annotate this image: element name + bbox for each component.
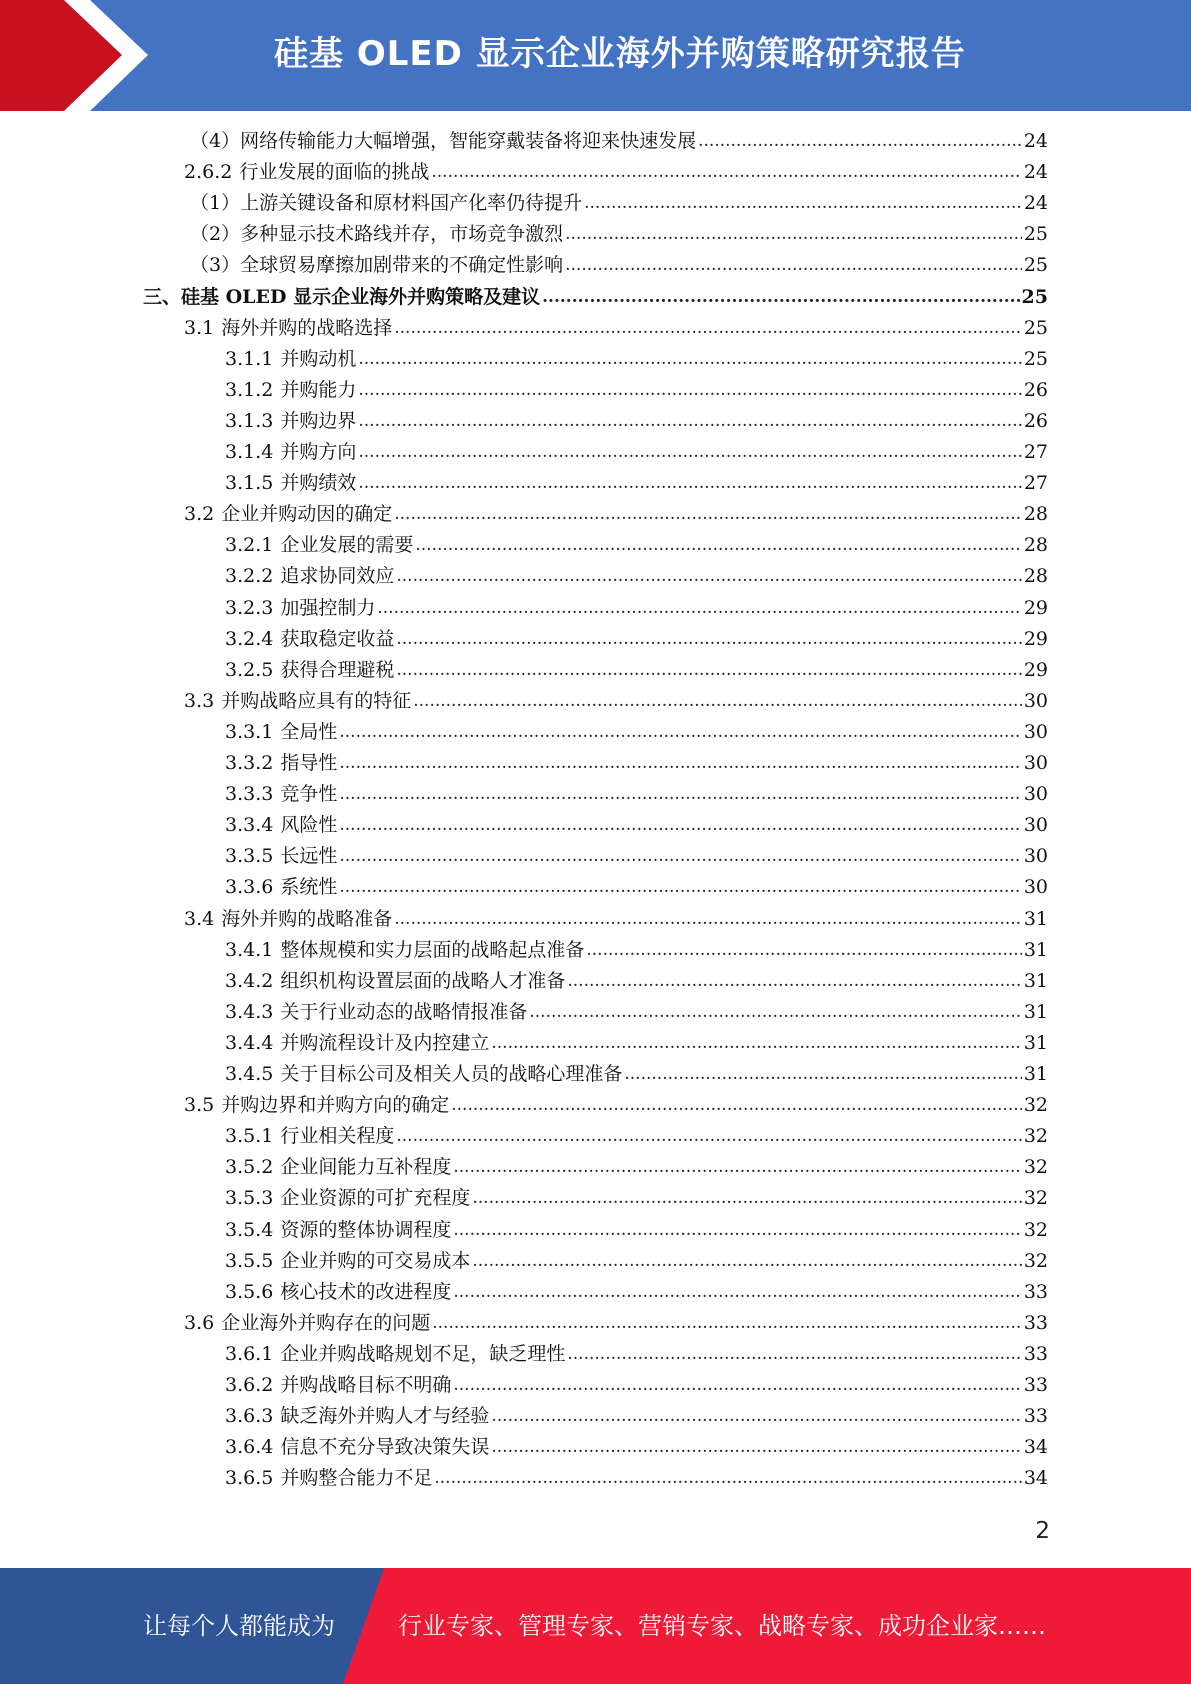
toc-entry[interactable] — [184, 904, 1048, 935]
toc-entry-page: 27 — [1023, 441, 1048, 463]
toc-dot-leader — [491, 1432, 1021, 1463]
toc-entry-page: 31 — [1023, 1063, 1048, 1085]
toc-dot-leader — [432, 1308, 1022, 1339]
toc-dot-leader — [586, 935, 1021, 966]
toc-entry-page: 24 — [1023, 161, 1048, 183]
toc-entry[interactable] — [225, 779, 1048, 810]
toc-entry-number: （2） — [190, 223, 241, 245]
toc-entry-page: 30 — [1023, 845, 1048, 867]
toc-entry-page: 27 — [1023, 472, 1048, 494]
toc-entry-number: 3.3.2 — [225, 752, 274, 774]
toc-dot-leader — [453, 1152, 1021, 1183]
toc-entry-title: 硅基 OLED 显示企业海外并购策略及建议 — [181, 286, 541, 308]
toc-entry-page: 30 — [1023, 814, 1048, 836]
toc-entry-title: 行业相关程度 — [280, 1125, 395, 1147]
toc-entry[interactable] — [225, 872, 1048, 903]
toc-entry[interactable] — [225, 561, 1048, 592]
toc-entry[interactable] — [190, 126, 1048, 157]
toc-entry-title: 并购战略应具有的特征 — [221, 690, 412, 712]
toc-entry-title: 行业发展的面临的挑战 — [239, 161, 430, 183]
page-number: 2 — [1035, 1518, 1050, 1544]
footer-slogan-right: 行业专家、管理专家、营销专家、战略专家、成功企业家…… — [398, 1612, 1046, 1640]
toc-entry-number: 3.4 — [184, 908, 215, 930]
toc-entry-title: 获取稳定收益 — [280, 628, 395, 650]
toc-entry-number: 3.3.3 — [225, 783, 274, 805]
toc-entry[interactable] — [225, 1028, 1048, 1059]
toc-entry-page: 32 — [1023, 1156, 1048, 1178]
toc-entry[interactable] — [190, 219, 1048, 250]
toc-entry[interactable] — [225, 841, 1048, 872]
toc-entry-number: 3.5.1 — [225, 1125, 274, 1147]
toc-entry[interactable] — [225, 1277, 1048, 1308]
toc-entry-title: 系统性 — [280, 876, 338, 898]
toc-entry-number: 3.4.4 — [225, 1032, 274, 1054]
toc-entry-title: 整体规模和实力层面的战略起点准备 — [280, 939, 585, 961]
toc-entry[interactable] — [225, 468, 1048, 499]
toc-entry[interactable] — [225, 1432, 1048, 1463]
toc-dot-leader — [339, 779, 1021, 810]
toc-entry-number: 3.1.1 — [225, 348, 274, 370]
toc-dot-leader — [394, 313, 1022, 344]
toc-entry-title: 并购边界 — [280, 410, 357, 432]
toc-entry-title: 资源的整体协调程度 — [280, 1219, 452, 1241]
toc-entry-number: 3.1.3 — [225, 410, 274, 432]
toc-entry-title: 企业发展的需要 — [280, 534, 414, 556]
toc-entry-title: 企业并购动因的确定 — [221, 503, 393, 525]
toc-entry[interactable] — [225, 1059, 1048, 1090]
toc-dot-leader — [358, 468, 1021, 499]
toc-entry-page: 32 — [1023, 1125, 1048, 1147]
toc-dot-leader — [358, 375, 1021, 406]
toc-entry-page: 32 — [1023, 1250, 1048, 1272]
toc-dot-leader — [339, 841, 1021, 872]
toc-entry[interactable] — [225, 624, 1048, 655]
toc-entry-title: 并购整合能力不足 — [280, 1467, 433, 1489]
toc-entry-title: 上游关键设备和原材料国产化率仍待提升 — [240, 192, 583, 214]
toc-dot-leader — [567, 966, 1021, 997]
toc-dot-leader — [542, 282, 1019, 313]
toc-entry-page: 33 — [1023, 1281, 1048, 1303]
toc-dot-leader — [396, 655, 1021, 686]
toc-entry-title: 并购边界和并购方向的确定 — [221, 1094, 450, 1116]
toc-entry-page: 24 — [1023, 130, 1048, 152]
toc-entry-title: 组织机构设置层面的战略人才准备 — [280, 970, 566, 992]
toc-entry[interactable] — [225, 1370, 1048, 1401]
toc-entry[interactable] — [225, 655, 1048, 686]
toc-entry[interactable] — [225, 1401, 1048, 1432]
toc-entry-number: （1） — [190, 192, 241, 214]
toc-entry-page: 28 — [1023, 534, 1048, 556]
toc-entry-number: 3.3 — [184, 690, 215, 712]
toc-entry-title: 关于目标公司及相关人员的战略心理准备 — [280, 1063, 623, 1085]
toc-entry-title: 竞争性 — [280, 783, 338, 805]
toc-dot-leader — [431, 157, 1021, 188]
toc-entry-title: 追求协同效应 — [280, 565, 395, 587]
toc-dot-leader — [358, 406, 1021, 437]
toc-entry-page: 32 — [1023, 1187, 1048, 1209]
toc-entry-title: 关于行业动态的战略情报准备 — [280, 1001, 528, 1023]
toc-entry-title: 全局性 — [280, 721, 338, 743]
page-footer — [0, 1568, 1191, 1684]
toc-entry-title: 长远性 — [280, 845, 338, 867]
toc-dot-leader — [453, 1370, 1021, 1401]
toc-dot-leader — [565, 250, 1022, 281]
toc-entry-page: 26 — [1023, 379, 1048, 401]
toc-entry-page: 28 — [1023, 565, 1048, 587]
toc-dot-leader — [339, 717, 1021, 748]
toc-entry-page: 29 — [1023, 659, 1048, 681]
toc-entry-number: 3.6.3 — [225, 1405, 274, 1427]
toc-entry[interactable] — [184, 499, 1048, 530]
toc-dot-leader — [491, 1401, 1021, 1432]
toc-entry-page: 25 — [1023, 317, 1048, 339]
toc-entry[interactable] — [225, 717, 1048, 748]
toc-entry[interactable] — [225, 344, 1048, 375]
toc-entry-title: 全球贸易摩擦加剧带来的不确定性影响 — [240, 254, 564, 276]
toc-entry-title: 网络传输能力大幅增强，智能穿戴装备将迎来快速发展 — [240, 130, 697, 152]
toc-entry-title: 加强控制力 — [280, 597, 376, 619]
header-arrow-decoration — [0, 0, 160, 111]
toc-entry[interactable] — [225, 966, 1048, 997]
toc-entry-page: 31 — [1023, 939, 1048, 961]
toc-entry-number: 三、 — [143, 286, 182, 308]
toc-entry-number: 3.3.1 — [225, 721, 274, 743]
toc-entry-number: 3.1.2 — [225, 379, 274, 401]
toc-entry[interactable] — [184, 313, 1048, 344]
toc-dot-leader — [358, 437, 1021, 468]
toc-dot-leader — [396, 1121, 1021, 1152]
toc-entry-page: 30 — [1023, 721, 1048, 743]
toc-entry[interactable] — [225, 1183, 1048, 1214]
toc-entry-page: 30 — [1023, 690, 1048, 712]
toc-entry-number: 3.4.1 — [225, 939, 274, 961]
toc-entry-title: 多种显示技术路线并存，市场竞争激烈 — [240, 223, 564, 245]
toc-entry-page: 31 — [1023, 1032, 1048, 1054]
toc-entry-title: 风险性 — [280, 814, 338, 836]
toc-dot-leader — [377, 593, 1021, 624]
toc-entry-number: 3.6.1 — [225, 1343, 274, 1365]
toc-entry[interactable] — [225, 935, 1048, 966]
footer-slogan-left: 让每个人都能成为 — [143, 1612, 335, 1640]
toc-entry-number: 3.2.1 — [225, 534, 274, 556]
toc-entry-number: 3.5.5 — [225, 1250, 274, 1272]
toc-entry[interactable] — [225, 530, 1048, 561]
toc-entry-title: 并购能力 — [280, 379, 357, 401]
toc-entry-page: 31 — [1023, 1001, 1048, 1023]
toc-entry-page: 31 — [1023, 908, 1048, 930]
toc-entry[interactable] — [184, 1090, 1048, 1121]
toc-entry-title: 信息不充分导致决策失误 — [280, 1436, 490, 1458]
toc-entry[interactable] — [225, 406, 1048, 437]
toc-entry-page: 34 — [1023, 1436, 1048, 1458]
toc-entry-number: 3.6.4 — [225, 1436, 274, 1458]
toc-dot-leader — [584, 188, 1022, 219]
toc-entry[interactable] — [225, 810, 1048, 841]
toc-entry[interactable] — [225, 748, 1048, 779]
toc-entry-title: 并购战略目标不明确 — [280, 1374, 452, 1396]
toc-entry-number: 3.5.3 — [225, 1187, 274, 1209]
toc-entry-page: 28 — [1023, 503, 1048, 525]
toc-entry-page: 25 — [1023, 254, 1048, 276]
toc-entry-page: 30 — [1023, 876, 1048, 898]
toc-entry-page: 29 — [1023, 597, 1048, 619]
toc-entry-number: （4） — [190, 130, 241, 152]
toc-entry-page: 26 — [1023, 410, 1048, 432]
toc-dot-leader — [339, 810, 1021, 841]
toc-entry-title: 企业资源的可扩充程度 — [280, 1187, 471, 1209]
toc-entry[interactable] — [225, 1246, 1048, 1277]
toc-entry-title: 缺乏海外并购人才与经验 — [280, 1405, 490, 1427]
toc-entry-number: （3） — [190, 254, 241, 276]
toc-entry-number: 3.3.5 — [225, 845, 274, 867]
toc-dot-leader — [491, 1028, 1021, 1059]
toc-entry-title: 企业并购战略规划不足，缺乏理性 — [280, 1343, 566, 1365]
toc-dot-leader — [565, 219, 1022, 250]
toc-dot-leader — [698, 126, 1022, 157]
page-header — [0, 0, 1191, 111]
toc-entry[interactable] — [225, 1339, 1048, 1370]
toc-entry-title: 并购动机 — [280, 348, 357, 370]
toc-dot-leader — [339, 748, 1021, 779]
toc-dot-leader — [453, 1215, 1021, 1246]
toc-dot-leader — [413, 686, 1022, 717]
toc-dot-leader — [339, 872, 1021, 903]
toc-entry-title: 并购绩效 — [280, 472, 357, 494]
toc-entry-number: 3.2 — [184, 503, 215, 525]
toc-entry-page: 32 — [1023, 1219, 1048, 1241]
toc-entry-page: 33 — [1023, 1405, 1048, 1427]
toc-entry-page: 30 — [1023, 783, 1048, 805]
toc-dot-leader — [396, 561, 1021, 592]
toc-entry-title: 指导性 — [280, 752, 338, 774]
toc-entry[interactable] — [190, 188, 1048, 219]
toc-entry-title: 海外并购的战略选择 — [221, 317, 393, 339]
toc-entry-number: 3.4.2 — [225, 970, 274, 992]
toc-dot-leader — [394, 904, 1022, 935]
toc-entry-number: 3.5.2 — [225, 1156, 274, 1178]
toc-entry-title: 并购流程设计及内控建立 — [280, 1032, 490, 1054]
toc-dot-leader — [396, 624, 1021, 655]
toc-dot-leader — [472, 1183, 1021, 1214]
toc-dot-leader — [453, 1277, 1021, 1308]
toc-entry-number: 3.2.3 — [225, 597, 274, 619]
toc-entry[interactable] — [225, 375, 1048, 406]
toc-entry-number: 3.2.5 — [225, 659, 274, 681]
toc-entry[interactable] — [225, 1215, 1048, 1246]
toc-entry-page: 33 — [1023, 1312, 1048, 1334]
toc-dot-leader — [567, 1339, 1021, 1370]
toc-entry-title: 企业海外并购存在的问题 — [221, 1312, 431, 1334]
toc-entry-title: 企业并购的可交易成本 — [280, 1250, 471, 1272]
toc-dot-leader — [529, 997, 1021, 1028]
toc-entry-number: 3.2.2 — [225, 565, 274, 587]
toc-entry[interactable] — [225, 1121, 1048, 1152]
toc-dot-leader — [624, 1059, 1021, 1090]
toc-entry-number: 3.5 — [184, 1094, 215, 1116]
toc-entry-page: 25 — [1023, 348, 1048, 370]
toc-entry-page: 29 — [1023, 628, 1048, 650]
toc-entry-number: 3.6.2 — [225, 1374, 274, 1396]
toc-entry-page: 31 — [1023, 970, 1048, 992]
toc-entry[interactable] — [184, 157, 1048, 188]
toc-dot-leader — [472, 1246, 1021, 1277]
toc-entry-number: 3.4.3 — [225, 1001, 274, 1023]
toc-entry-title: 核心技术的改进程度 — [280, 1281, 452, 1303]
toc-entry[interactable] — [184, 1308, 1048, 1339]
toc-dot-leader — [434, 1463, 1021, 1494]
toc-entry-number: 3.5.6 — [225, 1281, 274, 1303]
toc-entry-page: 30 — [1023, 752, 1048, 774]
toc-entry-page: 24 — [1023, 192, 1048, 214]
toc-entry-number: 3.6 — [184, 1312, 215, 1334]
toc-entry[interactable] — [190, 250, 1048, 281]
toc-entry-number: 3.1.4 — [225, 441, 274, 463]
toc-entry-title: 获得合理避税 — [280, 659, 395, 681]
toc-dot-leader — [394, 499, 1022, 530]
toc-entry-number: 2.6.2 — [184, 161, 233, 183]
toc-entry-page: 33 — [1023, 1374, 1048, 1396]
toc-entry[interactable] — [225, 1463, 1048, 1494]
toc-entry-number: 3.3.6 — [225, 876, 274, 898]
toc-entry-number: 3.6.5 — [225, 1467, 274, 1489]
toc-dot-leader — [451, 1090, 1022, 1121]
toc-entry-number: 3.4.5 — [225, 1063, 274, 1085]
toc-dot-leader — [358, 344, 1021, 375]
toc-entry-page: 34 — [1023, 1467, 1048, 1489]
toc-entry-number: 3.1.5 — [225, 472, 274, 494]
report-title: 硅基 OLED 显示企业海外并购策略研究报告 — [274, 34, 966, 74]
toc-entry[interactable] — [225, 593, 1048, 624]
toc-entry-title: 海外并购的战略准备 — [221, 908, 393, 930]
toc-entry-page: 32 — [1023, 1094, 1048, 1116]
toc-entry-page: 25 — [1021, 286, 1048, 308]
toc-entry-number: 3.2.4 — [225, 628, 274, 650]
toc-entry[interactable] — [225, 1152, 1048, 1183]
toc-entry-title: 企业间能力互补程度 — [280, 1156, 452, 1178]
toc-entry-page: 33 — [1023, 1343, 1048, 1365]
toc-entry-title: 并购方向 — [280, 441, 357, 463]
toc-entry[interactable] — [184, 686, 1048, 717]
toc-entry[interactable] — [225, 997, 1048, 1028]
toc-entry-page: 25 — [1023, 223, 1048, 245]
toc-entry-number: 3.5.4 — [225, 1219, 274, 1241]
toc-dot-leader — [415, 530, 1021, 561]
toc-entry-number: 3.1 — [184, 317, 215, 339]
toc-entry[interactable] — [225, 437, 1048, 468]
toc-entry[interactable] — [143, 282, 1048, 313]
toc-entry-number: 3.3.4 — [225, 814, 274, 836]
